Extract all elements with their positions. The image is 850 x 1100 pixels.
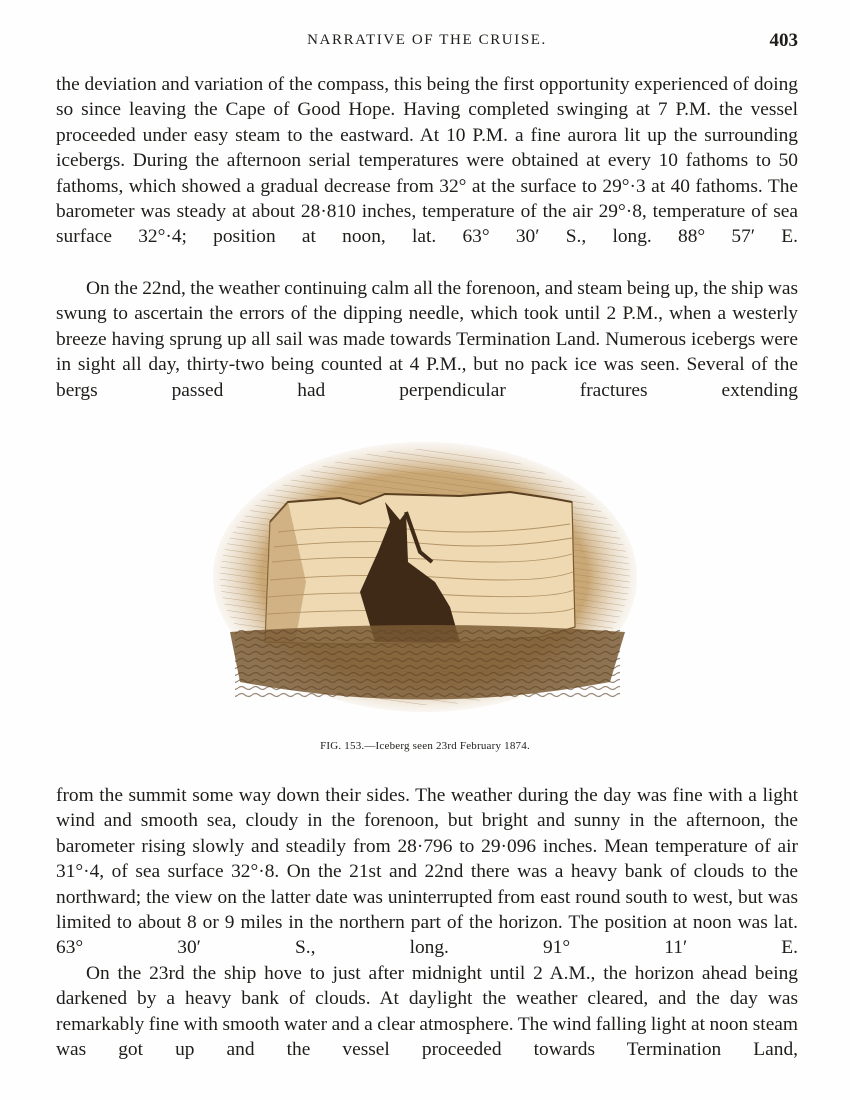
page-number: 403 xyxy=(769,30,798,51)
running-title: NARRATIVE OF THE CRUISE. xyxy=(307,32,547,48)
figure-caption: FIG. 153.—Iceberg seen 23rd February 1874. xyxy=(320,740,530,752)
iceberg-illustration xyxy=(210,432,640,732)
paragraph-4: On the 23rd the ship hove to just after midnight until 2 A.M., the horizon ahead being darkened by a heavy bank of clouds. At daylight the weather cleared, and the day was remarkably fine with smooth water and a clear atmosphere. The wind falling light at noon steam was got up and the vessel proceeded towards Termination Land, xyxy=(56,963,798,1061)
iceberg-engraving xyxy=(210,432,640,732)
page-header xyxy=(56,30,798,54)
paragraph-3: from the summit some way down their sides. The weather during the day was fine with a light wind and smooth sea, cloudy in the forenoon, but bright and sunny in the afternoon, the barometer rising slowly and steadily from 28·796 to 29·096 inches. Mean temperature of air 31°·4, of sea surface 32°·8. On the 21st and 22nd there was a heavy bank of clouds to the northward; the view on the latter date was uninterrupted from east round south to west, but was limited to about 8 or 9 miles in the northern part of the horizon. The position at noon was lat. 63° 30′ S., long. 91° 11′ E. xyxy=(56,785,798,959)
paragraph-2: On the 22nd, the weather continuing calm all the forenoon, and steam being up, the ship was swung to ascertain the errors of the dipping needle, which took until 2 P.M., when a westerly breeze having sprung up all sail was made towards Termination Land. Numerous icebergs were in sight all day, thirty-two being counted at 4 P.M., but no pack ice was seen. Several of the bergs passed had perpendicular fractures extending xyxy=(56,278,798,401)
paragraph-1: the deviation and variation of the compass, this being the first opportunity experienced of doing so since leaving the Cape of Good Hope. Having completed swinging at 7 P.M. the vessel proceeded under easy steam to the eastward. At 10 P.M. a fine aurora lit up the surrounding icebergs. During the afternoon serial temperatures were obtained at every 10 fathoms to 50 fathoms, which showed a gradual decrease from 32° at the surface to 29°·3 at 40 fathoms. The barometer was steady at about 28·810 inches, temperature of the air 29°·8, temperature of sea surface 32°·4; position at noon, lat. 63° 30′ S., long. 88° 57′ E. xyxy=(56,74,798,248)
